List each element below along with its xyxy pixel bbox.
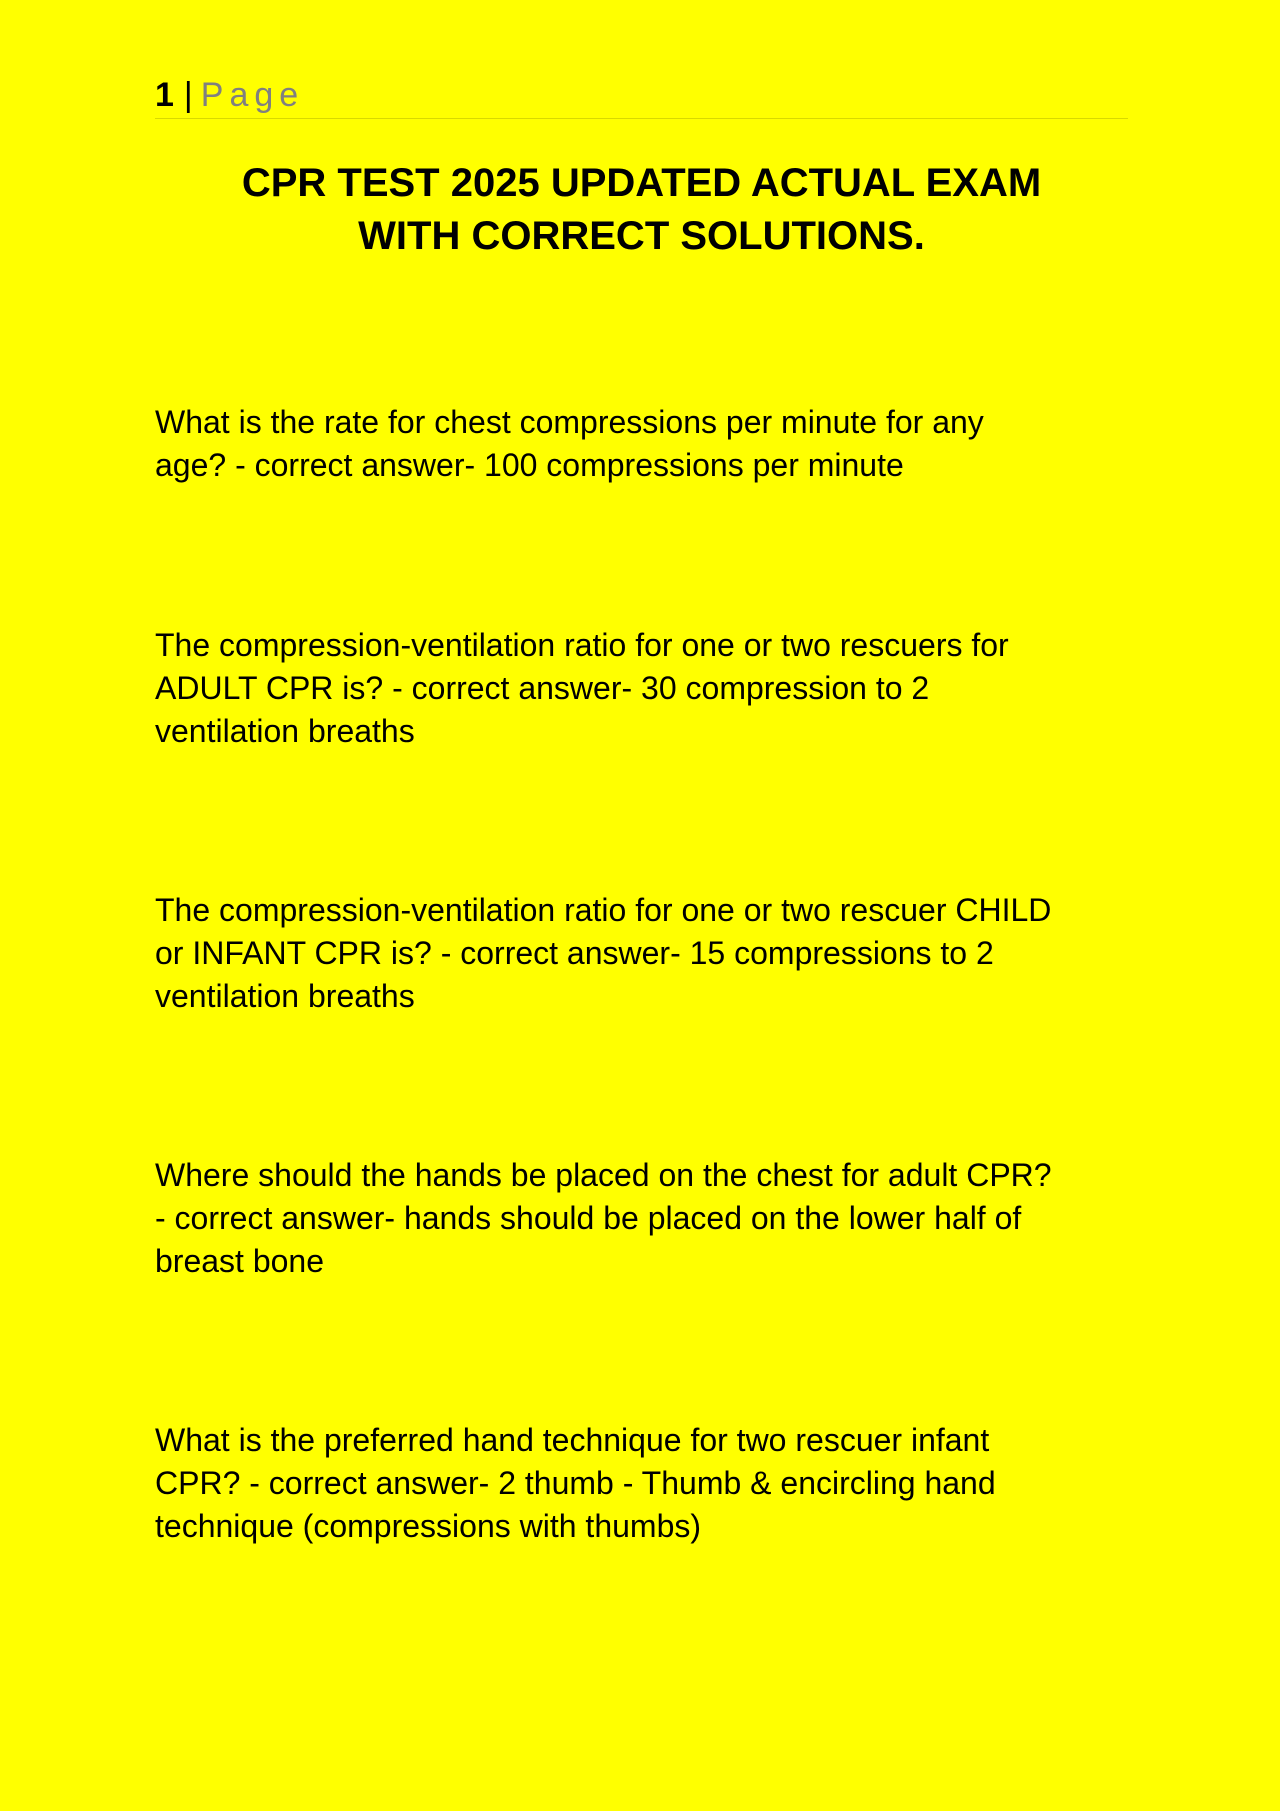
page-separator: | — [183, 76, 193, 114]
text-line: The compression-ventilation ratio for one or two rescuer CHILD — [155, 892, 1052, 928]
question-answer-2 — [155, 624, 1135, 753]
question-answer-5 — [155, 1419, 1135, 1548]
text-line: The compression-ventilation ratio for one or two rescuers for — [155, 627, 1009, 663]
text-line: What is the rate for chest compressions per minute for any — [155, 404, 984, 440]
text-line: What is the preferred hand technique for two rescuer infant — [155, 1422, 990, 1458]
question-answer-3 — [155, 889, 1135, 1018]
document-title — [155, 157, 1128, 263]
text-line: Where should the hands be placed on the chest for adult CPR? — [155, 1157, 1052, 1193]
text-line: ventilation breaths — [155, 713, 415, 749]
text-line: breast bone — [155, 1243, 325, 1279]
page-label: Page — [200, 76, 305, 114]
title-line: WITH CORRECT SOLUTIONS. — [358, 214, 925, 258]
text-line: or INFANT CPR is? - correct answer- 15 compressions to 2 — [155, 935, 994, 971]
question-answer-4 — [155, 1154, 1135, 1283]
page-header — [155, 72, 1128, 119]
title-line: CPR TEST 2025 UPDATED ACTUAL EXAM — [241, 161, 1042, 205]
text-line: age? - correct answer- 100 compressions per minute — [155, 447, 904, 483]
question-answer-1 — [155, 401, 1135, 487]
page-number: 1 — [155, 76, 174, 114]
text-line: CPR? - correct answer- 2 thumb - Thumb & encircling hand — [155, 1465, 996, 1501]
text-line: technique (compressions with thumbs) — [155, 1508, 702, 1544]
text-line: ventilation breaths — [155, 978, 415, 1014]
text-line: - correct answer- hands should be placed on the lower half of — [155, 1200, 1022, 1236]
text-line: ADULT CPR is? - correct answer- 30 compression to 2 — [155, 670, 930, 706]
